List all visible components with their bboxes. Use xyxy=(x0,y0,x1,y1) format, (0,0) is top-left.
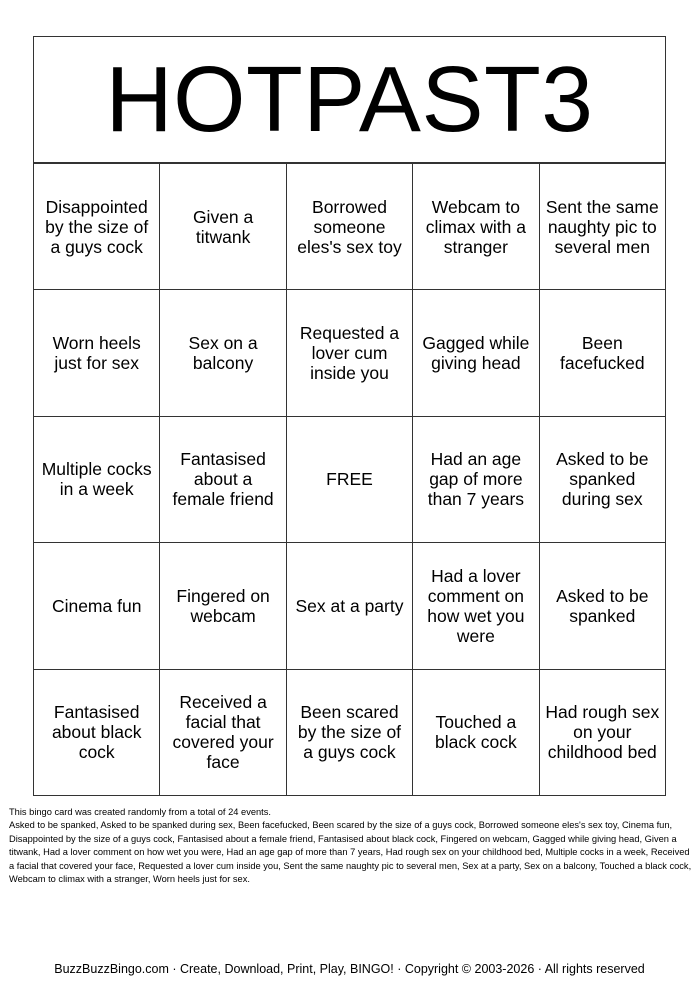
bingo-cell: Had a lover comment on how wet you were xyxy=(413,543,539,669)
bingo-cell: Gagged while giving head xyxy=(413,290,539,416)
bingo-cell: Fantasised about black cock xyxy=(34,670,160,796)
bingo-cell: Webcam to climax with a stranger xyxy=(413,164,539,290)
bingo-cell: Fingered on webcam xyxy=(160,543,286,669)
bingo-cell: Asked to be spanked during sex xyxy=(540,417,666,543)
bingo-cell: Been scared by the size of a guys cock xyxy=(287,670,413,796)
bingo-cell: Received a facial that covered your face xyxy=(160,670,286,796)
bingo-cell: Asked to be spanked xyxy=(540,543,666,669)
bingo-cell: Had an age gap of more than 7 years xyxy=(413,417,539,543)
bingo-cell: Borrowed someone eles's sex toy xyxy=(287,164,413,290)
bingo-cell: Had rough sex on your childhood bed xyxy=(540,670,666,796)
bingo-cell: Been facefucked xyxy=(540,290,666,416)
title-box xyxy=(33,36,666,163)
card-title: HOTPAST3 xyxy=(105,47,594,151)
bingo-cell: Requested a lover cum inside you xyxy=(287,290,413,416)
bingo-cell: Sex at a party xyxy=(287,543,413,669)
bingo-cell: Touched a black cock xyxy=(413,670,539,796)
bingo-cell: Worn heels just for sex xyxy=(34,290,160,416)
bingo-cell: Sent the same naughty pic to several men xyxy=(540,164,666,290)
bingo-cell: Disappointed by the size of a guys cock xyxy=(34,164,160,290)
event-count-intro: This bingo card was created randomly from a total of 24 events. xyxy=(9,807,271,817)
bingo-free-cell: FREE xyxy=(287,417,413,543)
bingo-card xyxy=(33,36,666,796)
bingo-grid xyxy=(33,163,666,796)
bingo-cell: Multiple cocks in a week xyxy=(34,417,160,543)
bingo-cell: Cinema fun xyxy=(34,543,160,669)
bingo-cell: Sex on a balcony xyxy=(160,290,286,416)
bingo-cell: Given a titwank xyxy=(160,164,286,290)
site-footer: BuzzBuzzBingo.com · Create, Download, Print, Play, BINGO! · Copyright © 2003-2026 · All rights reserved xyxy=(54,962,645,976)
event-list: Asked to be spanked, Asked to be spanked during sex, Been facefucked, Been scared by the size of a guys cock, Borrowed someone eles's sex toy, Cinema fun, Disappointed by the size of a guys cock, Fantasised about a female friend, Fantasised about black cock, Fingered on webcam, Gagged while giving head, Given a titwank, Had a lover comment on how wet you were, Had an age gap of more than 7 years, Had rough sex on your childhood bed, Multiple cocks in a week, Received a facial that covered your face, Requested a lover cum inside you, Sent the same naughty pic to several men, Sex at a party, Sex on a balcony, Touched a black cock, Webcam to climax with a stranger, Worn heels just for sex. xyxy=(9,820,692,885)
bingo-cell: Fantasised about a female friend xyxy=(160,417,286,543)
event-list-note xyxy=(9,806,693,886)
